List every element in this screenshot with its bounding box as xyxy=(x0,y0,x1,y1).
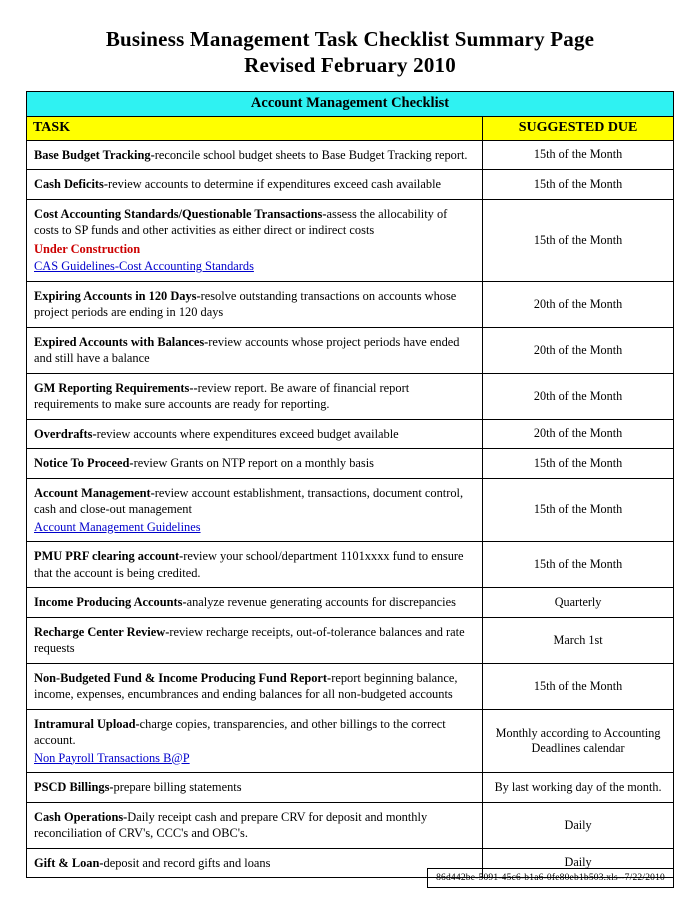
task-description: Daily receipt cash and prepare CRV for deposit and monthly reconciliation of CRV's, CCC's and OBC's. xyxy=(34,809,428,840)
task-description: review accounts where expenditures exceed budget available xyxy=(96,426,399,441)
task-name: Income Producing Accounts- xyxy=(34,595,187,609)
table-row xyxy=(27,588,674,618)
task-name: Overdrafts- xyxy=(34,426,97,441)
task-cell xyxy=(27,170,483,200)
checklist-table xyxy=(26,91,674,879)
task-name: Expiring Accounts in 120 Days- xyxy=(34,288,201,303)
task-cell xyxy=(27,773,483,803)
table-row xyxy=(27,617,674,663)
task-name: Cash Deficits- xyxy=(34,177,108,191)
task-cell xyxy=(27,373,483,419)
due-cell: 20th of the Month xyxy=(483,373,674,419)
task-name: GM Reporting Requirements-- xyxy=(34,380,198,395)
due-cell: Daily xyxy=(483,848,674,878)
due-cell: 15th of the Month xyxy=(483,140,674,170)
due-cell: 20th of the Month xyxy=(483,419,674,449)
task-name: Recharge Center Review- xyxy=(34,624,170,639)
task-description: review report. Be aware of financial report requirements to make sure accounts are ready for reporting. xyxy=(34,380,410,411)
task-name: PMU PRF clearing account- xyxy=(34,549,184,563)
task-name: Account Management- xyxy=(34,485,155,500)
table-row xyxy=(27,327,674,373)
due-cell: Daily xyxy=(483,802,674,848)
task-description: analyze revenue generating accounts for discrepancies xyxy=(186,595,456,609)
table-row xyxy=(27,773,674,803)
task-guideline-link[interactable]: Account Management Guidelines xyxy=(34,519,201,534)
task-description: review your school/department 1101xxxx fund to ensure that the account is being credited. xyxy=(34,549,464,580)
table-row xyxy=(27,373,674,419)
task-cell xyxy=(27,588,483,618)
table-row xyxy=(27,281,674,327)
due-cell: By last working day of the month. xyxy=(483,773,674,803)
task-name: Non-Budgeted Fund & Income Producing Fund Report- xyxy=(34,670,332,685)
due-cell: 20th of the Month xyxy=(483,327,674,373)
task-description: prepare billing statements xyxy=(113,780,242,794)
table-row xyxy=(27,449,674,479)
task-cell xyxy=(27,199,483,281)
table-row xyxy=(27,478,674,542)
task-description: report beginning balance, income, expenses, encumbrances and ending balances for all non-budgeted accounts xyxy=(34,670,458,701)
task-name: Gift & Loan- xyxy=(34,855,104,870)
checklist-banner: Account Management Checklist xyxy=(27,91,674,116)
task-status-note: Under Construction xyxy=(34,241,141,256)
table-row xyxy=(27,170,674,200)
page-title-line-1: Business Management Task Checklist Summary Page xyxy=(105,27,595,51)
task-name: Notice To Proceed- xyxy=(34,456,134,470)
header-row xyxy=(27,116,674,140)
task-cell xyxy=(27,802,483,848)
task-name: Cash Operations- xyxy=(34,809,128,824)
table-row xyxy=(27,199,674,281)
task-cell xyxy=(27,140,483,170)
task-description: review Grants on NTP report on a monthly basis xyxy=(133,456,374,470)
document-footer: 86d442be-5091-45c6-b1a6-0fe80eb1b503.xls--7/22/2010 xyxy=(427,868,674,888)
task-cell xyxy=(27,663,483,709)
task-name: Intramural Upload- xyxy=(34,716,140,731)
task-description: charge copies, transparencies, and other billings to the correct account. xyxy=(34,716,446,747)
table-row xyxy=(27,663,674,709)
task-description: assess the allocability of costs to SP funds and other activities as either direct or indirect costs xyxy=(34,206,448,237)
task-cell xyxy=(27,419,483,449)
task-name: Expired Accounts with Balances- xyxy=(34,334,209,349)
task-description: review accounts to determine if expenditures exceed cash available xyxy=(108,177,442,191)
task-cell xyxy=(27,709,483,773)
table-row xyxy=(27,802,674,848)
task-cell xyxy=(27,449,483,479)
task-name: PSCD Billings- xyxy=(34,780,114,794)
task-cell xyxy=(27,617,483,663)
task-cell xyxy=(27,542,483,588)
page-title-line-2: Revised February 2010 xyxy=(244,53,456,78)
due-cell: 15th of the Month xyxy=(483,170,674,200)
due-cell: 20th of the Month xyxy=(483,281,674,327)
due-cell: March 1st xyxy=(483,617,674,663)
due-cell: 15th of the Month xyxy=(483,449,674,479)
task-cell xyxy=(27,478,483,542)
task-guideline-link[interactable]: Non Payroll Transactions B@P xyxy=(34,750,190,765)
due-cell: 15th of the Month xyxy=(483,663,674,709)
table-row xyxy=(27,542,674,588)
checklist-body xyxy=(27,91,674,878)
task-name: Cost Accounting Standards/Questionable Transactions- xyxy=(34,206,327,221)
table-row xyxy=(27,140,674,170)
due-cell: 15th of the Month xyxy=(483,199,674,281)
page-title xyxy=(26,26,674,79)
due-cell: Monthly according to Accounting Deadlines calendar xyxy=(483,709,674,773)
task-description: review accounts whose project periods have ended and still have a balance xyxy=(34,334,460,365)
due-cell: 15th of the Month xyxy=(483,478,674,542)
table-row xyxy=(27,709,674,773)
task-cell xyxy=(27,848,483,878)
table-row xyxy=(27,419,674,449)
due-cell: 15th of the Month xyxy=(483,542,674,588)
task-cell xyxy=(27,281,483,327)
task-description: reconcile school budget sheets to Base Budget Tracking report. xyxy=(154,147,468,162)
task-description: review account establishment, transactions, document control, cash and close-out management xyxy=(34,485,464,516)
task-cell xyxy=(27,327,483,373)
banner-row xyxy=(27,91,674,116)
task-description: resolve outstanding transactions on accounts whose project periods are ending in 120 days xyxy=(34,288,457,319)
task-description: deposit and record gifts and loans xyxy=(103,855,271,870)
column-header-due: SUGGESTED DUE xyxy=(483,116,674,140)
task-name: Base Budget Tracking- xyxy=(34,147,155,162)
due-cell: Quarterly xyxy=(483,588,674,618)
task-guideline-link[interactable]: CAS Guidelines-Cost Accounting Standards xyxy=(34,259,254,273)
column-header-task: TASK xyxy=(27,116,483,140)
task-description: review recharge receipts, out-of-tolerance balances and rate requests xyxy=(34,624,465,655)
